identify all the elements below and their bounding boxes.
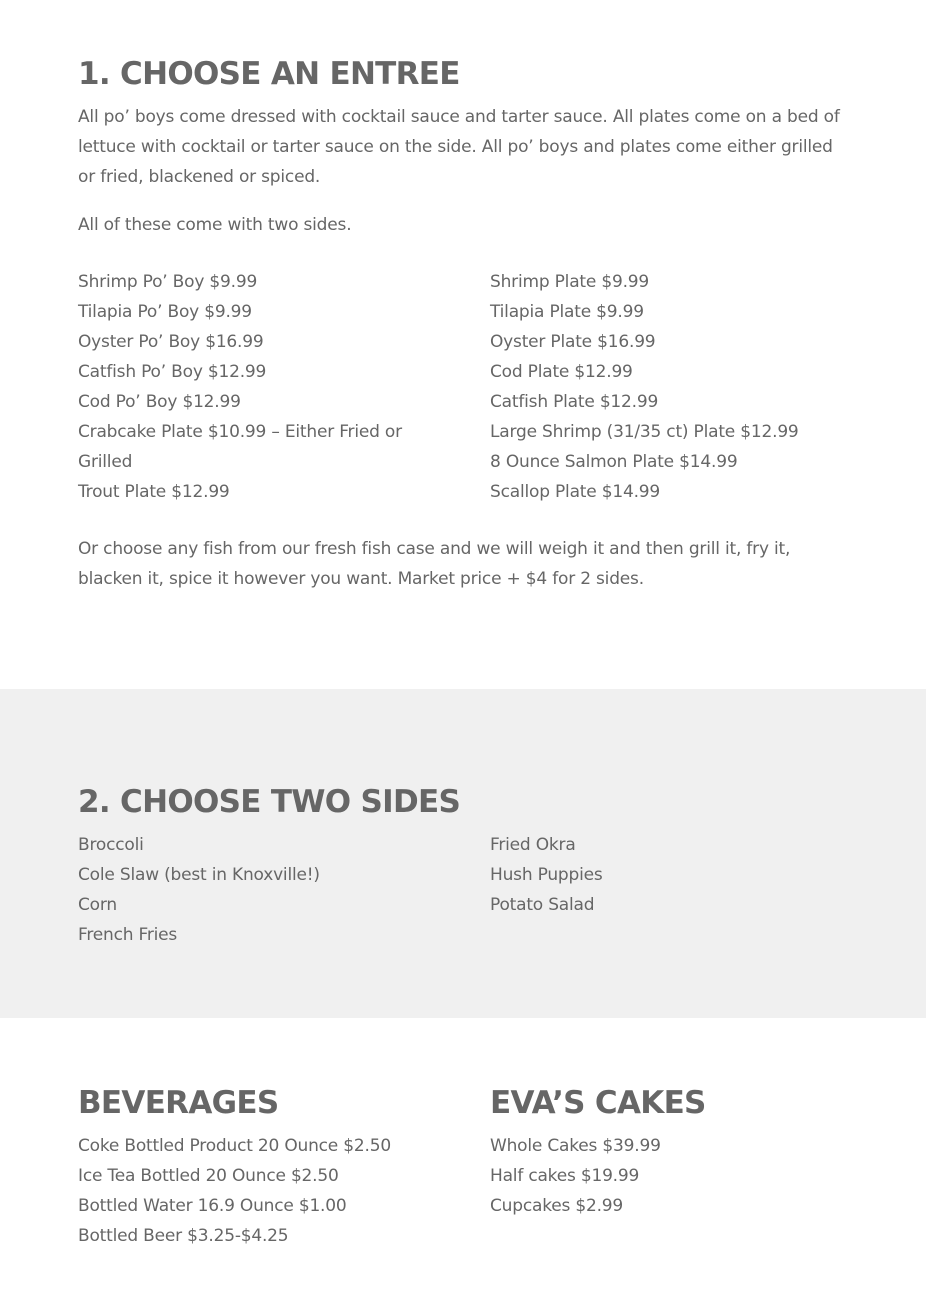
list-item: Shrimp Plate $9.99 xyxy=(490,272,650,292)
list-item: Half cakes $19.99 xyxy=(490,1166,640,1186)
sides-heading: 2. CHOOSE TWO SIDES xyxy=(78,784,461,820)
list-item: Tilapia Po’ Boy $9.99 xyxy=(78,302,252,322)
sides-right-list xyxy=(490,830,870,920)
list-item: Bottled Beer $3.25-$4.25 xyxy=(78,1226,289,1246)
list-item: Corn xyxy=(78,895,117,915)
cakes-heading: EVA’S CAKES xyxy=(490,1085,706,1121)
entree-left-list xyxy=(78,267,448,507)
entree-heading: 1. CHOOSE AN ENTREE xyxy=(78,56,460,92)
list-item: Catfish Po’ Boy $12.99 xyxy=(78,362,267,382)
list-item: French Fries xyxy=(78,925,178,945)
list-item: Cole Slaw (best in Knoxville!) xyxy=(78,865,320,885)
list-item: 8 Ounce Salmon Plate $14.99 xyxy=(490,452,738,472)
beverages-cakes-section xyxy=(0,1018,926,1308)
fresh-fish-note: Or choose any fish from our fresh fish case and we will weigh it and then grill it, fry it, blacken it, spice it however you want. Market price + $4 for 2 sides. xyxy=(78,539,791,589)
sides-section xyxy=(0,689,926,1018)
list-item: Trout Plate $12.99 xyxy=(78,482,230,502)
entree-sides-note: All of these come with two sides. xyxy=(78,215,352,235)
list-item: Shrimp Po’ Boy $9.99 xyxy=(78,272,258,292)
list-item: Scallop Plate $14.99 xyxy=(490,482,661,502)
list-item: Crabcake Plate $10.99 – Either Fried or Grilled xyxy=(78,422,402,472)
list-item: Ice Tea Bottled 20 Ounce $2.50 xyxy=(78,1166,339,1186)
list-item: Broccoli xyxy=(78,835,144,855)
list-item: Cod Po’ Boy $12.99 xyxy=(78,392,241,412)
list-item: Large Shrimp (31/35 ct) Plate $12.99 xyxy=(490,422,799,442)
list-item: Oyster Plate $16.99 xyxy=(490,332,656,352)
list-item: Tilapia Plate $9.99 xyxy=(490,302,644,322)
entree-intro: All po’ boys come dressed with cocktail sauce and tarter sauce. All plates come on a bed of lettuce with cocktail or tarter sauce on the side. All po’ boys and plates come either grilled or fried, blackened or spiced. xyxy=(78,107,840,187)
list-item: Cod Plate $12.99 xyxy=(490,362,633,382)
cakes-list xyxy=(490,1131,870,1221)
list-item: Coke Bottled Product 20 Ounce $2.50 xyxy=(78,1136,391,1156)
list-item: Catfish Plate $12.99 xyxy=(490,392,659,412)
list-item: Fried Okra xyxy=(490,835,576,855)
list-item: Oyster Po’ Boy $16.99 xyxy=(78,332,264,352)
list-item: Bottled Water 16.9 Ounce $1.00 xyxy=(78,1196,347,1216)
list-item: Whole Cakes $39.99 xyxy=(490,1136,661,1156)
beverages-heading: BEVERAGES xyxy=(78,1085,279,1121)
list-item: Cupcakes $2.99 xyxy=(490,1196,624,1216)
entree-right-list xyxy=(490,267,890,507)
list-item: Potato Salad xyxy=(490,895,595,915)
beverages-list xyxy=(78,1131,478,1251)
sides-left-list xyxy=(78,830,458,950)
list-item: Hush Puppies xyxy=(490,865,603,885)
